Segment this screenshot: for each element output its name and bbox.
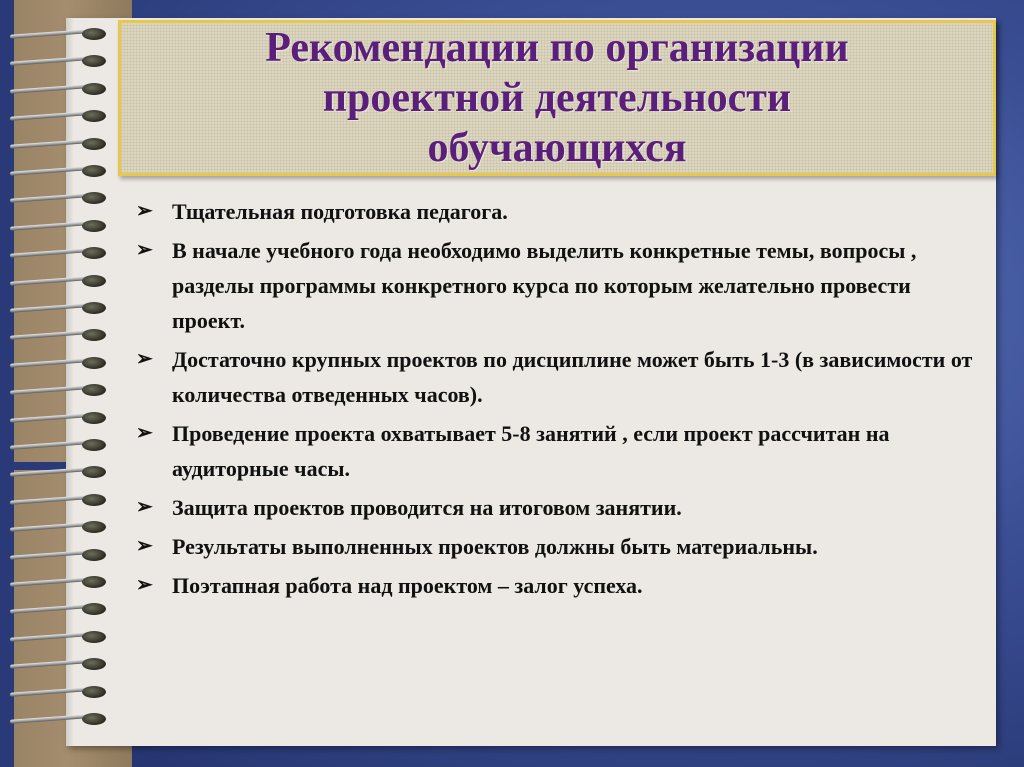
arrow-bullet-icon: ➢ xyxy=(136,348,153,370)
ring-hole xyxy=(82,439,106,451)
ring-hole xyxy=(82,220,106,232)
list-item-text: Проведение проекта охватывает 5-8 занятий , если проект рассчитан на аудиторные часы. xyxy=(172,421,890,481)
ring-wire xyxy=(10,276,88,285)
ring-hole xyxy=(82,83,106,95)
arrow-bullet-icon: ➢ xyxy=(136,239,153,261)
spiral-ring xyxy=(10,412,106,424)
spiral-ring xyxy=(10,658,106,670)
ring-wire xyxy=(10,467,88,476)
ring-wire xyxy=(10,330,88,339)
slide-title xyxy=(265,23,848,173)
ring-wire xyxy=(10,604,88,613)
ring-wire xyxy=(10,29,88,38)
arrow-bullet-icon: ➢ xyxy=(136,535,153,557)
ring-wire xyxy=(10,221,88,230)
ring-wire xyxy=(10,56,88,65)
spiral-ring xyxy=(10,55,106,67)
spiral-ring xyxy=(10,247,106,259)
ring-hole xyxy=(82,165,106,177)
arrow-bullet-icon: ➢ xyxy=(136,422,153,444)
list-item xyxy=(130,342,980,412)
spiral-ring xyxy=(10,439,106,451)
recommendations-list xyxy=(130,194,980,607)
spiral-ring xyxy=(10,686,106,698)
spiral-ring xyxy=(10,549,106,561)
ring-hole xyxy=(82,658,106,670)
list-item xyxy=(130,233,980,338)
spiral-ring xyxy=(10,83,106,95)
ring-hole xyxy=(82,713,106,725)
list-item xyxy=(130,490,980,525)
ring-wire xyxy=(10,413,88,422)
ring-hole xyxy=(82,55,106,67)
spiral-ring xyxy=(10,275,106,287)
ring-wire xyxy=(10,111,88,120)
spiral-ring xyxy=(10,329,106,341)
spiral-ring xyxy=(10,521,106,533)
ring-wire xyxy=(10,632,88,641)
ring-hole xyxy=(82,384,106,396)
spiral-ring xyxy=(10,28,106,40)
spiral-ring xyxy=(10,138,106,150)
list-item-text: Тщательная подготовка педагога. xyxy=(172,199,508,224)
spiral-ring xyxy=(10,631,106,643)
ring-wire xyxy=(10,659,88,668)
ring-hole xyxy=(82,494,106,506)
list-item xyxy=(130,529,980,564)
list-item xyxy=(130,416,980,486)
spiral-ring xyxy=(10,357,106,369)
ring-hole xyxy=(82,686,106,698)
ring-hole xyxy=(82,302,106,314)
ring-hole xyxy=(82,275,106,287)
list-item-text: Поэтапная работа над проектом – залог успеха. xyxy=(172,573,643,598)
ring-hole xyxy=(82,631,106,643)
ring-hole xyxy=(82,549,106,561)
ring-wire xyxy=(10,248,88,257)
ring-hole xyxy=(82,192,106,204)
ring-wire xyxy=(10,84,88,93)
list-item-text: В начале учебного года необходимо выделить конкретные темы, вопросы , разделы программы конкретного курса по которым желательно провести проект. xyxy=(172,238,917,333)
list-item-text: Защита проектов проводится на итоговом занятии. xyxy=(172,495,682,520)
ring-wire xyxy=(10,714,88,723)
title-line-1: Рекомендации по организации xyxy=(265,25,849,71)
spiral-ring xyxy=(10,494,106,506)
spiral-ring xyxy=(10,576,106,588)
spiral-ring xyxy=(10,302,106,314)
ring-wire xyxy=(10,139,88,148)
list-item xyxy=(130,568,980,603)
ring-wire xyxy=(10,193,88,202)
ring-hole xyxy=(82,412,106,424)
arrow-bullet-icon: ➢ xyxy=(136,574,153,596)
ring-hole xyxy=(82,521,106,533)
ring-hole xyxy=(82,28,106,40)
ring-wire xyxy=(10,577,88,586)
ring-hole xyxy=(82,247,106,259)
ring-wire xyxy=(10,687,88,696)
list-item-text: Достаточно крупных проектов по дисциплине может быть 1-3 (в зависимости от количества отведенных часов). xyxy=(172,347,973,407)
spiral-ring xyxy=(10,220,106,232)
arrow-bullet-icon: ➢ xyxy=(136,200,153,222)
spiral-ring xyxy=(10,603,106,615)
spiral-ring xyxy=(10,192,106,204)
title-line-3: обучающихся xyxy=(427,125,687,171)
ring-wire xyxy=(10,440,88,449)
ring-wire xyxy=(10,550,88,559)
list-item xyxy=(130,194,980,229)
spiral-ring xyxy=(10,110,106,122)
ring-hole xyxy=(82,329,106,341)
ring-wire xyxy=(10,358,88,367)
ring-hole xyxy=(82,357,106,369)
ring-wire xyxy=(10,522,88,531)
spiral-ring xyxy=(10,165,106,177)
ring-hole xyxy=(82,466,106,478)
spiral-ring xyxy=(10,384,106,396)
ring-wire xyxy=(10,303,88,312)
ring-hole xyxy=(82,576,106,588)
ring-wire xyxy=(10,166,88,175)
ring-wire xyxy=(10,495,88,504)
title-box xyxy=(118,20,996,176)
ring-hole xyxy=(82,138,106,150)
list-item-text: Результаты выполненных проектов должны быть материальны. xyxy=(172,534,818,559)
spiral-ring xyxy=(10,466,106,478)
ring-wire xyxy=(10,385,88,394)
ring-hole xyxy=(82,110,106,122)
arrow-bullet-icon: ➢ xyxy=(136,496,153,518)
spiral-ring xyxy=(10,713,106,725)
ring-hole xyxy=(82,603,106,615)
title-line-2: проектной деятельности xyxy=(322,75,792,121)
